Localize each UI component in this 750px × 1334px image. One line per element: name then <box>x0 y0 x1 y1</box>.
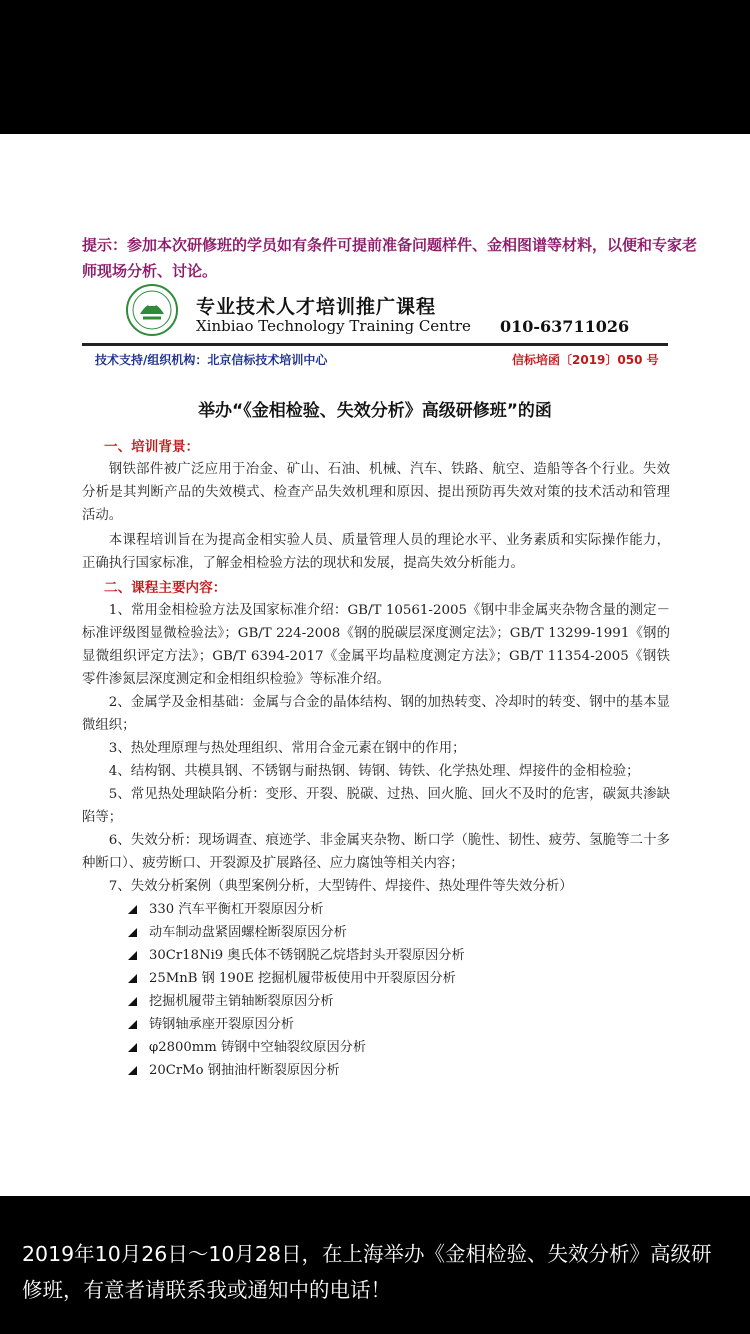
content-item: 2、金属学及金相基础：金属与合金的晶体结构、钢的加热转变、冷却时的转变、钢中的基本显微组织； <box>82 695 670 733</box>
section-heading-background: 一、培训背景： <box>104 439 200 455</box>
section-heading-content: 二、课程主要内容： <box>104 580 227 596</box>
content-item: 4、结构钢、共模具钢、不锈钢与耐热钢、铸钢、铸铁、化学热处理、焊接件的金相检验； <box>108 764 640 779</box>
phone-number: 010-63711026 <box>500 317 630 336</box>
triangle-bullet-icon <box>128 974 137 983</box>
triangle-bullet-icon <box>128 928 137 937</box>
triangle-bullet-icon <box>128 905 137 914</box>
case-label: 挖掘机履带主销轴断裂原因分析 <box>149 994 334 1009</box>
case-label: 动车制动盘紧固螺栓断裂原因分析 <box>149 925 347 940</box>
background-paragraph-1: 钢铁部件被广泛应用于冶金、矿山、石油、机械、汽车、铁路、航空、造船等各个行业。失效分析是其判断产品的失效模式、检查产品失效机理和原因、提出预防再失效对策的技术活动和管理活动。 <box>82 462 670 523</box>
triangle-bullet-icon <box>128 1020 137 1029</box>
content-item: 1、常用金相检验方法及国家标准介绍：GB/T 10561-2005《钢中非金属夹杂物含量的测定－标准评级图显微检验法》；GB/T 224-2008《钢的脱碳层深度测定法》；GB/T 13299-1991《钢的显微组织评定方法》；GB/T 6394-2017《金属平均晶粒度测定方法》；GB/T 11354-2005《钢铁零件渗氮层深度测定和金相组织检验》等标准介绍。 <box>82 603 670 687</box>
training-centre-logo-icon <box>126 284 178 336</box>
tip-text: 提示：参加本次研修班的学员如有条件可提前准备问题样件、金相图谱等材料，以便和专家老师现场分析、讨论。 <box>82 236 698 280</box>
triangle-bullet-icon <box>128 997 137 1006</box>
case-item <box>128 1036 670 1059</box>
case-item <box>128 944 670 967</box>
org-name-en: Xinbiao Technology Training Centre <box>196 317 471 335</box>
content-item: 6、失效分析：现场调查、痕迹学、非金属夹杂物、断口学（脆性、韧性、疲劳、氢脆等二十多种断口）、疲劳断口、开裂源及扩展路径、应力腐蚀等相关内容； <box>82 833 670 871</box>
background-paragraph-2: 本课程培训旨在为提高金相实验人员、质量管理人员的理论水平、业务素质和实际操作能力，正确执行国家标准，了解金相检验方法的现状和发展，提高失效分析能力。 <box>82 533 670 571</box>
post-caption: 2019年10月26日～10月28日，在上海举办《金相检验、失效分析》高级研修班，有意者请联系我或通知中的电话！ <box>22 1242 712 1302</box>
case-label: 330 汽车平衡杠开裂原因分析 <box>149 902 324 917</box>
support-org: 技术支持/组织机构：北京信标技术培训中心 <box>95 353 328 367</box>
letter-title: 举办“《金相检验、失效分析》高级研修班”的函 <box>198 401 552 421</box>
content-item: 5、常见热处理缺陷分析：变形、开裂、脱碳、过热、回火脆、回火不及时的危害，碳氮共渗缺陷等； <box>82 787 670 825</box>
org-name-cn: 专业技术人才培训推广课程 <box>196 296 437 318</box>
header-divider <box>82 343 668 346</box>
case-item <box>128 898 670 921</box>
document-page <box>0 134 750 1196</box>
case-item <box>128 967 670 990</box>
letter-body <box>82 434 670 1082</box>
case-item <box>128 1059 670 1082</box>
triangle-bullet-icon <box>128 1066 137 1075</box>
triangle-bullet-icon <box>128 1043 137 1052</box>
triangle-bullet-icon <box>128 951 137 960</box>
document-number: 信标培函〔2019〕050 号 <box>512 353 659 367</box>
case-item <box>128 990 670 1013</box>
case-list <box>82 898 670 1082</box>
case-label: 铸钢轴承座开裂原因分析 <box>149 1017 295 1032</box>
case-label: 20CrMo 钢抽油杆断裂原因分析 <box>149 1063 340 1078</box>
case-item <box>128 1013 670 1036</box>
content-item: 3、热处理原理与热处理组织、常用合金元素在钢中的作用； <box>108 741 466 756</box>
case-label: φ2800mm 铸钢中空轴裂纹原因分析 <box>149 1040 367 1055</box>
case-label: 25MnB 钢 190E 挖掘机履带板使用中开裂原因分析 <box>149 971 456 986</box>
case-label: 30Cr18Ni9 奥氏体不锈钢脱乙烷塔封头开裂原因分析 <box>149 948 465 963</box>
case-item <box>128 921 670 944</box>
content-item: 7、失效分析案例（典型案例分析，大型铸件、焊接件、热处理件等失效分析） <box>108 879 573 894</box>
